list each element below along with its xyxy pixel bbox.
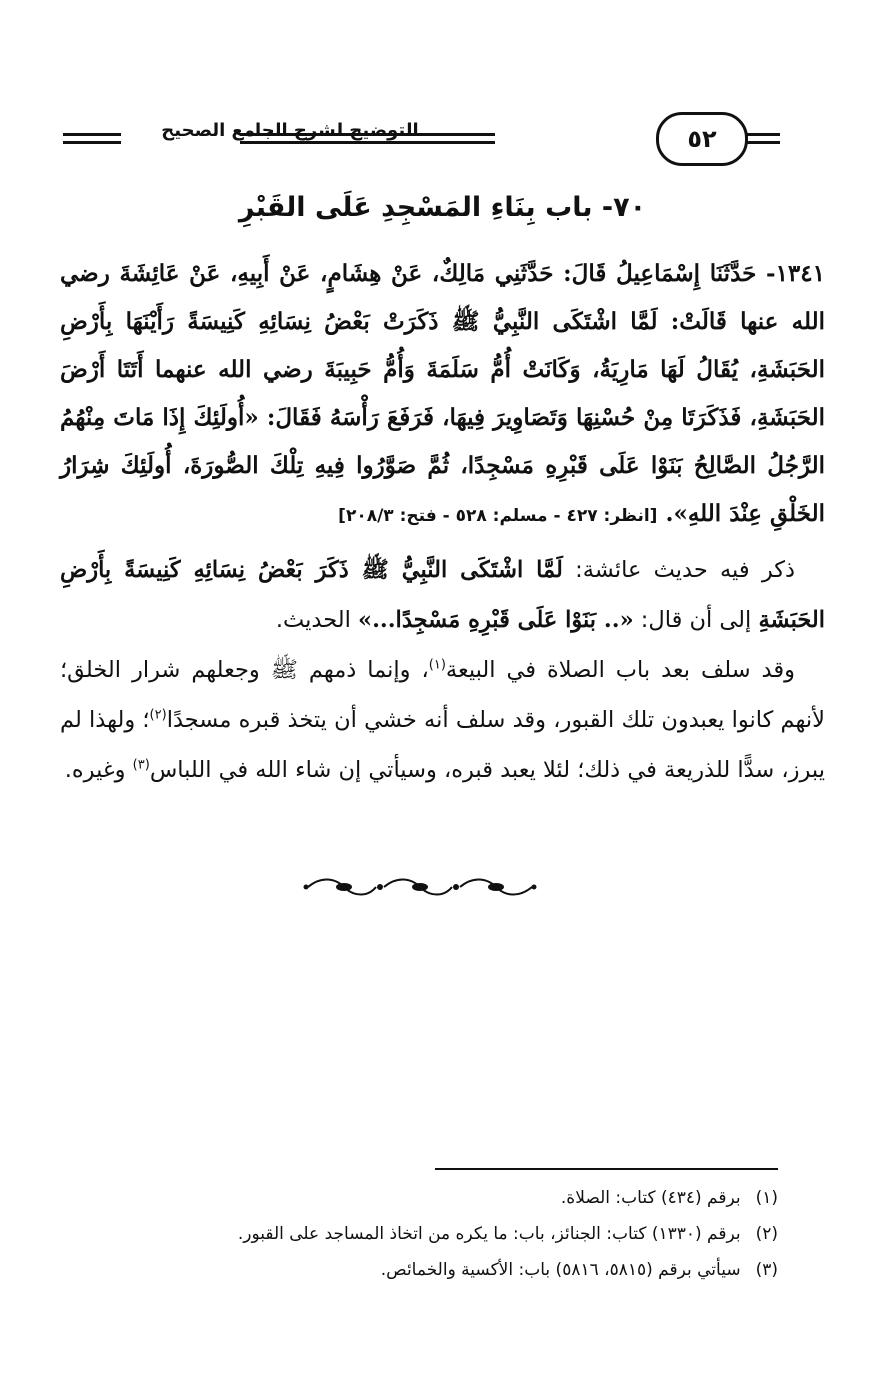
chapter-title: ٧٠- باب بِنَاءِ المَسْجِدِ عَلَى القَبْرِ [238, 192, 647, 223]
footnote-marker: (٣) [132, 757, 150, 773]
commentary-paragraph [60, 645, 825, 795]
header-rule [63, 133, 121, 144]
footnote [60, 1216, 778, 1252]
commentary-intro: ذكر فيه حديث عائشة: [575, 557, 796, 583]
commentary-paragraph [60, 545, 825, 645]
footnote-number: (٢) [755, 1224, 778, 1244]
hadith-text: ١٣٤١- حَدَّثَنَا إِسْمَاعِيلُ قَالَ: حَدَّثَنِي مَالِكٌ، عَنْ هِشَامٍ، عَنْ أَبِيهِ، عَنْ عَائِشَةَ رضي الله عنها قَالَتْ: لَمَّا اشْتَكَى النَّبِيُّ ﷺ ذَكَرَتْ بَعْضُ نِسَائِهِ كَنِيسَةً رَأَيْنَهَا بِأَرْضِ الحَبَشَةِ، يُقَالُ لَهَا مَارِيَةُ، وَكَانَتْ أُمُّ سَلَمَةَ وَأُمُّ حَبِيبَةَ رضي الله عنهما أَتَتَا أَرْضَ الحَبَشَةِ، فَذَكَرَتَا مِنْ حُسْنِهَا وَتَصَاوِيرَ فِيهَا، فَرَفَعَ رَأْسَهُ فَقَالَ: «أُولَئِكَ إِذَا مَاتَ مِنْهُمُ الرَّجُلُ الصَّالِحُ بَنَوْا عَلَى قَبْرِهِ مَسْجِدًا، ثُمَّ صَوَّرُوا فِيهِ تِلْكَ الصُّورَةَ، أُولَئِكَ شِرَارُ الخَلْقِ عِنْدَ اللهِ». [60, 260, 825, 527]
footnote-text: سيأتي برقم (٥٨١٥، ٥٨١٦) باب: الأكسية والخمائص. [380, 1260, 741, 1280]
footnote-text: برقم (١٣٣٠) كتاب: الجنائز، باب: ما يكره من اتخاذ المساجد على القبور. [237, 1224, 741, 1244]
hadith-reference: [انظر: ٤٢٧ - مسلم: ٥٢٨ - فتح: ٢٠٨/٣] [338, 506, 658, 526]
commentary-text: وغيره. [64, 757, 133, 783]
commentary-quote: «.. بَنَوْا عَلَى قَبْرِهِ مَسْجِدًا...» [358, 607, 634, 633]
page-number-text: ٥٢ [687, 125, 717, 153]
page-number [656, 112, 748, 166]
footnote-separator [435, 1168, 778, 1170]
footnotes [60, 1180, 778, 1288]
footnote-number: (٣) [755, 1260, 778, 1280]
footnote-marker: (٢) [149, 707, 167, 723]
floral-divider-icon [300, 874, 540, 900]
commentary-text: وقد سلف بعد باب الصلاة في البيعة [445, 657, 795, 683]
commentary-text: إلى أن قال: [640, 607, 752, 633]
footnote-text: برقم (٤٣٤) كتاب: الصلاة. [560, 1188, 741, 1208]
footnote-marker: (١) [428, 657, 446, 673]
running-title: التوضيح لشرح الجامع الصحيح [161, 120, 419, 141]
footnote [60, 1252, 778, 1288]
commentary-block [60, 545, 825, 795]
commentary-text: ، وإنما ذمهم ﷺ وجعلهم شرار الخلق؛ لأنهم كانوا يعبدون تلك القبور، وقد سلف أنه خشي أن يتخذ قبره مسجدًا [60, 657, 825, 733]
footnote-number: (١) [755, 1188, 778, 1208]
hadith-text-block [60, 250, 825, 540]
commentary-text: ؛ ولهذا لم يبرز، سدًّا للذريعة في ذلك؛ لئلا يعبد قبره، وسيأتي إن شاء الله في اللباس [60, 707, 825, 783]
running-header [60, 110, 780, 170]
commentary-quote: لَمَّا اشْتَكَى النَّبِيُّ ﷺ ذَكَرَ بَعْضُ نِسَائِهِ كَنِيسَةً بِأَرْضِ الحَبَشَةِ [60, 557, 825, 633]
footnote [60, 1180, 778, 1216]
commentary-text: الحديث. [275, 607, 351, 633]
